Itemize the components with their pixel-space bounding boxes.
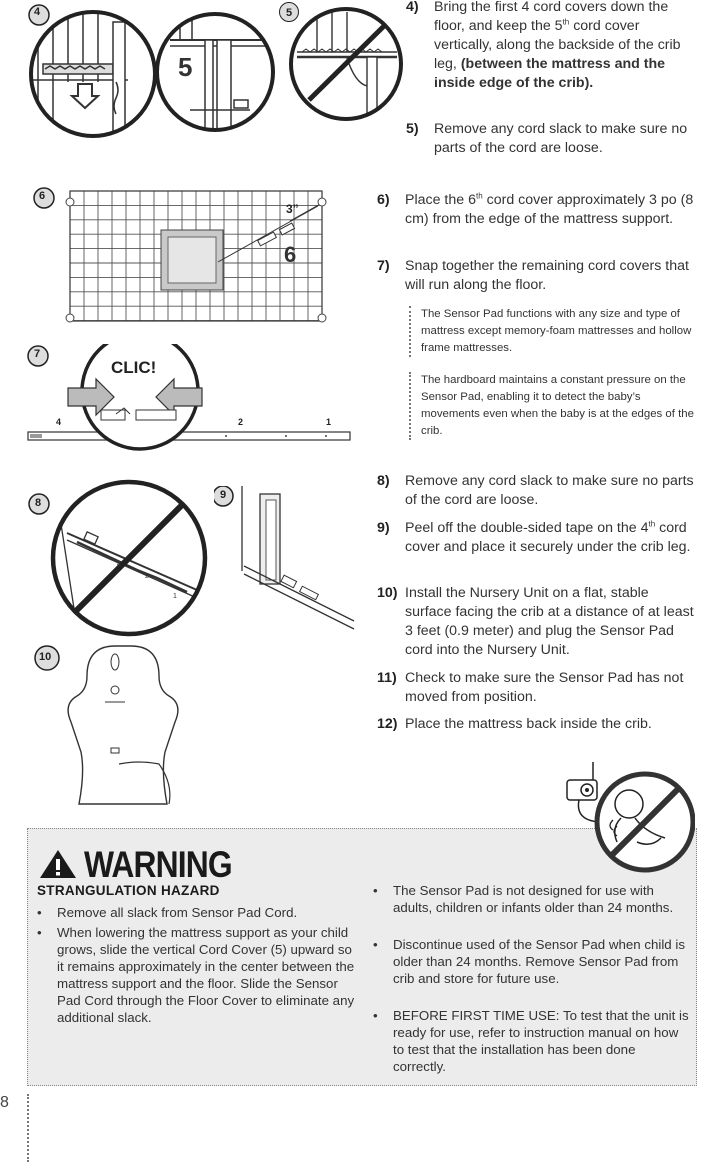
figure-7 (26, 344, 356, 459)
figure-5-label: 5 (178, 52, 193, 82)
step-text: Remove any cord slack to make sure no parts of the cord are loose. (405, 473, 694, 508)
step-text: Snap together the remaining cord covers that will run along the floor. (405, 258, 689, 293)
step-number: 12) (377, 716, 398, 732)
step-text-part: Place the 6 (405, 192, 476, 208)
figure-4 (28, 2, 158, 142)
step-number: 5) (406, 121, 419, 137)
bullet-text: Remove all slack from Sensor Pad Cord. (57, 905, 298, 920)
superscript: th (476, 191, 483, 201)
step-number: 6) (377, 192, 390, 208)
svg-text:1: 1 (173, 593, 177, 600)
figure-4-number: 4 (34, 6, 41, 18)
step-text-part: cord cover and place it securely under the crib leg. (405, 520, 691, 555)
step-number: 8) (377, 473, 390, 489)
note-sensor-pad: The Sensor Pad functions with any size and type of mattress except memory-foam mattresses and hollow frame mattresses. (409, 306, 699, 357)
bullet-text: Discontinue used of the Sensor Pad when child is older than 24 months. Remove Sensor Pad from crib and store for future use. (393, 937, 685, 986)
warning-right-bullet (373, 882, 691, 916)
step-text (405, 191, 695, 229)
svg-text:2: 2 (145, 573, 149, 580)
figure-10 (27, 640, 197, 805)
bullet-text: When lowering the mattress support as your child grows, slide the vertical Cord Cover (5) upward so it remains approximately in the center between the mattress support and the floor. Slide the Sensor Pad Cord through the Floor Cover to eliminate any additional slack. (57, 925, 355, 1025)
prohibited-baby-cord-icon (565, 760, 695, 878)
bullet-text: The Sensor Pad is not designed for use with adults, children or infants older than 24 months. (393, 883, 674, 915)
bullet-dot: • (373, 883, 378, 898)
bullet-dot: • (373, 1008, 378, 1023)
page-number: 8 (0, 1094, 9, 1111)
warning-right-bullet (373, 936, 691, 987)
svg-text:4: 4 (117, 561, 121, 568)
step-number: 11) (377, 670, 397, 686)
step-text-part: Bring the first 4 cord covers down the floor, and keep the 5 (434, 0, 669, 34)
figure-9-number: 9 (220, 489, 227, 501)
superscript: th (562, 17, 570, 27)
warning-triangle-icon (38, 848, 78, 885)
warning-right-bullet (373, 1007, 691, 1075)
figure-7-number: 7 (34, 348, 41, 360)
figure-8 (27, 478, 212, 640)
step-5 (406, 120, 696, 158)
step-11 (377, 669, 697, 707)
figure-6-measure: 3” (286, 202, 299, 216)
step-6 (377, 191, 695, 229)
step-text-bold: (between the mattress and the inside edge of the crib). (434, 56, 666, 91)
note-hardboard: The hardboard maintains a constant pressure on the Sensor Pad, enabling it to detect the baby’s movements even when the baby is at the edges of the crib. (409, 372, 699, 440)
figure-7-cover-4: 4 (56, 417, 62, 427)
warning-left-bullet (37, 924, 357, 1026)
figure-9 (214, 486, 364, 631)
superscript: th (648, 519, 656, 529)
step-text: Install the Nursery Unit on a flat, stable surface facing the crib at a distance of at least 3 feet (0.9 meter) and plug the Sensor Pad cord into the Nursery Unit. (405, 585, 694, 658)
bullet-dot: • (373, 937, 378, 952)
figure-6 (28, 186, 358, 326)
warning-left-bullet (37, 904, 357, 921)
step-8 (377, 472, 695, 510)
step-text-part: cord cover approximately 3 po (8 cm) from the edge of the mattress support. (405, 192, 694, 227)
step-number: 9) (377, 520, 390, 536)
figure-8-number: 8 (35, 497, 42, 509)
step-text (405, 519, 695, 557)
figure-10-number: 10 (39, 651, 52, 663)
step-4 (406, 0, 696, 93)
bullet-dot: • (37, 905, 42, 920)
step-number: 7) (377, 258, 390, 274)
step-text-part: Peel off the double-sided tape on the 4 (405, 520, 649, 536)
bullet-dot: • (37, 925, 42, 940)
warning-title: WARNING (84, 844, 232, 885)
figure-7-clic-label: CLIC! (111, 358, 157, 377)
step-12 (377, 715, 697, 734)
step-9 (377, 519, 695, 557)
step-text: Place the mattress back inside the crib. (405, 716, 652, 732)
step-7 (377, 257, 695, 295)
figure-7-cover-1: 1 (326, 417, 332, 427)
step-number: 4) (406, 0, 419, 15)
figure-6-label: 6 (284, 242, 297, 267)
step-text-part: cord cover vertically, along the backside of the crib leg, (434, 18, 681, 72)
step-text: Check to make sure the Sensor Pad has not moved from position. (405, 670, 684, 705)
step-text: Remove any cord slack to make sure no parts of the cord are loose. (434, 121, 688, 156)
step-number: 10) (377, 585, 398, 601)
figure-5-number: 5 (285, 7, 293, 19)
step-text (434, 0, 696, 93)
figure-6-number: 6 (39, 190, 46, 202)
figure-7-cover-2: 2 (238, 417, 244, 427)
step-10 (377, 584, 697, 660)
figure-5-prohibited (287, 2, 407, 127)
bullet-text: BEFORE FIRST TIME USE: To test that the unit is ready for use, refer to instruction manual on how to test that the installation has been done correctly. (393, 1008, 689, 1074)
page-edge-divider (27, 1094, 29, 1162)
figure-5 (150, 0, 280, 140)
hazard-heading: STRANGULATION HAZARD (37, 883, 220, 898)
